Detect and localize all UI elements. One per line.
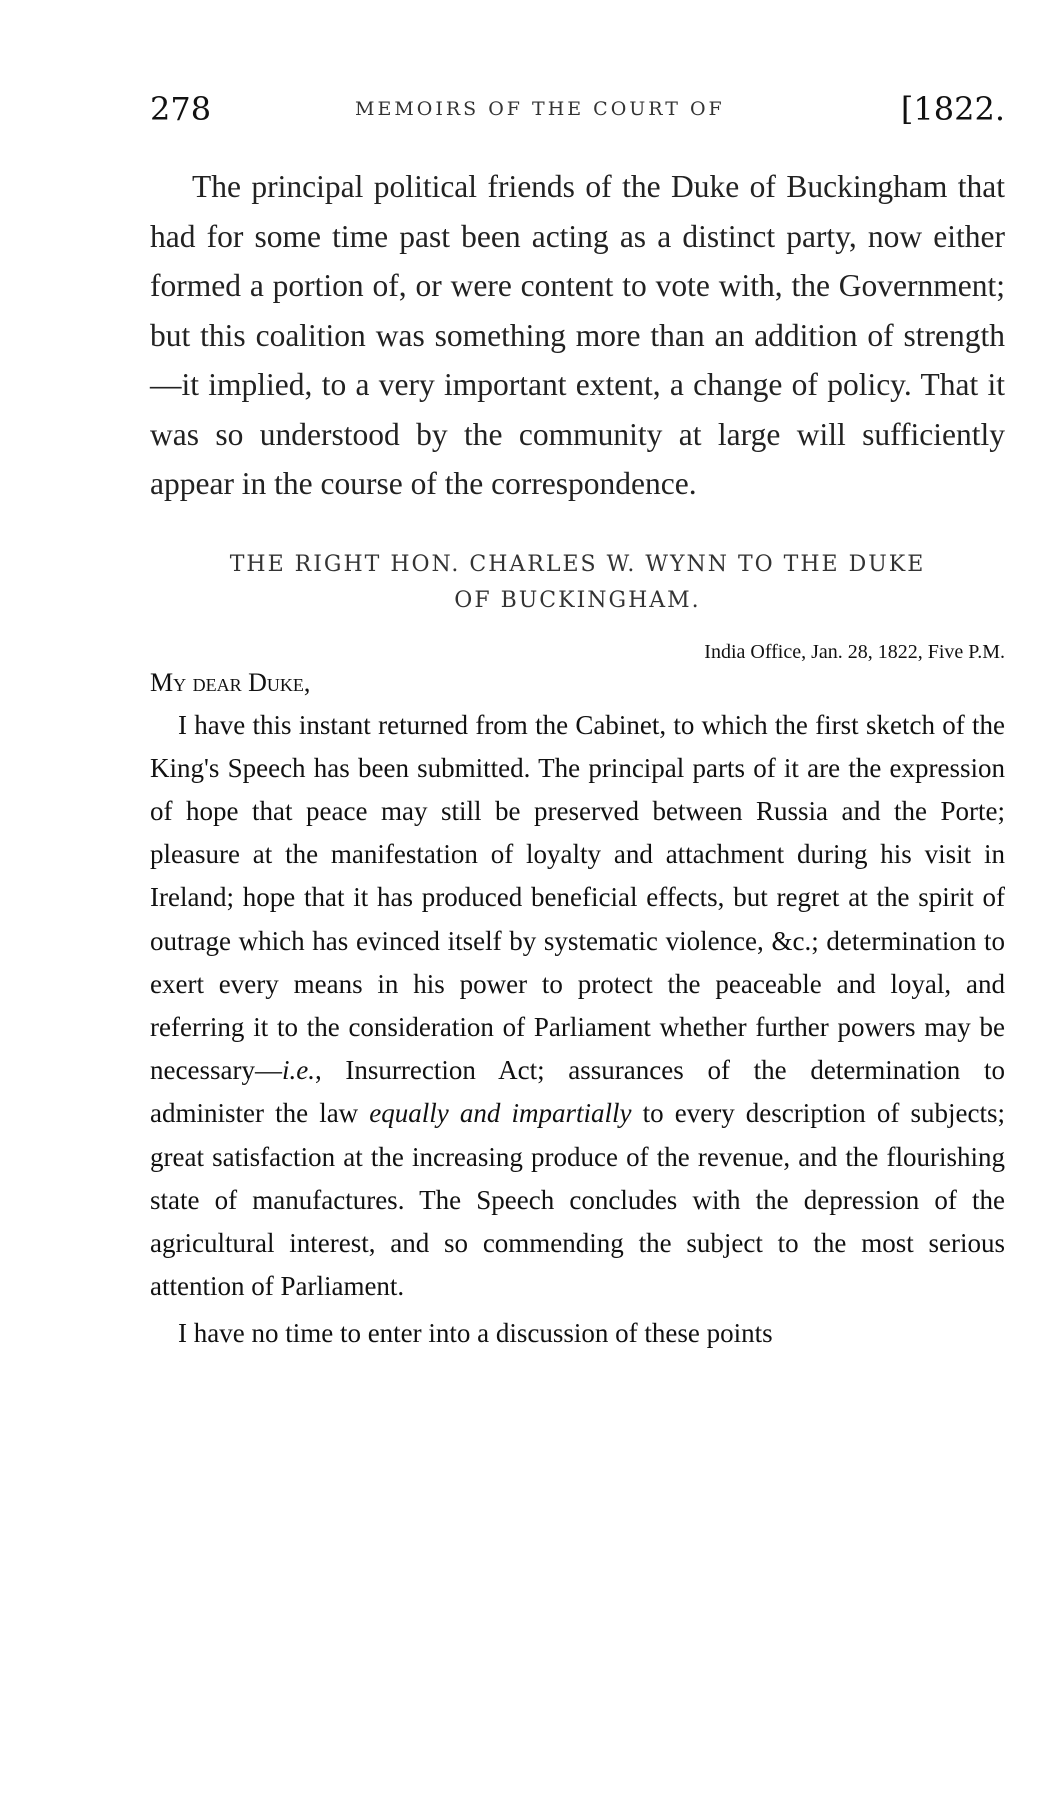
page-number: 278 bbox=[150, 90, 212, 128]
letter-paragraph-1 bbox=[150, 704, 1005, 1309]
running-title: MEMOIRS OF THE COURT OF bbox=[355, 98, 725, 120]
intro-paragraph: The principal political friends of the Duke of Buckingham that had for some time past been acting as a distinct party, now either formed a portion of, or were content to vote with, the Government; but this coalition was something more than an addition of strength—it implied, to a very important extent, a change of policy. That it was so understood by the community at large will sufficiently appear in the course of the correspondence. bbox=[150, 169, 1005, 501]
letter-heading-line-2: OF BUCKINGHAM. bbox=[454, 587, 701, 613]
running-head bbox=[150, 90, 1005, 132]
letter-paragraph-2: I have no time to enter into a discussion of these points bbox=[178, 1318, 773, 1349]
letter-paragraph-1-ie: i.e. bbox=[281, 1055, 315, 1086]
running-year: [1822. bbox=[900, 90, 1005, 128]
letter-paragraph-1-part-1: I have this instant returned from the Cabinet, to which the first sketch of the King's Speech has been submitted. The principal parts of it are the expression of hope that peace may still be preserved between Russia and the Porte; pleasure at the manifestation of loyalty and attachment during his visit in Ireland; hope that it has produced beneficial effects, but regret at the spirit of outrage which has evinced itself by systematic violence, &c.; determination to exert every means in his power to protect the peaceable and loyal, and referring it to the consideration of Parliament whether further powers may be necessary— bbox=[150, 709, 1005, 1086]
book-page bbox=[150, 90, 1005, 1356]
letter-paragraph-1-part-3: to every description of subjects; great satisfaction at the increasing produce of the revenue, and the flourishing state of manufactures. The Speech concludes with the depression of the agricultural interest, and so commending the subject to the most serious attention of Parliament. bbox=[150, 1098, 1005, 1302]
letter-paragraph-1-emphasis: equally and impartially bbox=[369, 1098, 632, 1129]
letter-salutation: My dear Duke, bbox=[150, 667, 311, 697]
letter-paragraph-1-part-2: , Insurrection Act; assurances of the determination to administer the law bbox=[150, 1055, 1005, 1129]
letter-body bbox=[150, 704, 1005, 1356]
letter-dateline: India Office, Jan. 28, 1822, Five P.M. bbox=[704, 640, 1005, 663]
letter-heading-line-1: THE RIGHT HON. CHARLES W. WYNN TO THE DUKE bbox=[229, 551, 926, 577]
letter-heading bbox=[150, 547, 1005, 619]
